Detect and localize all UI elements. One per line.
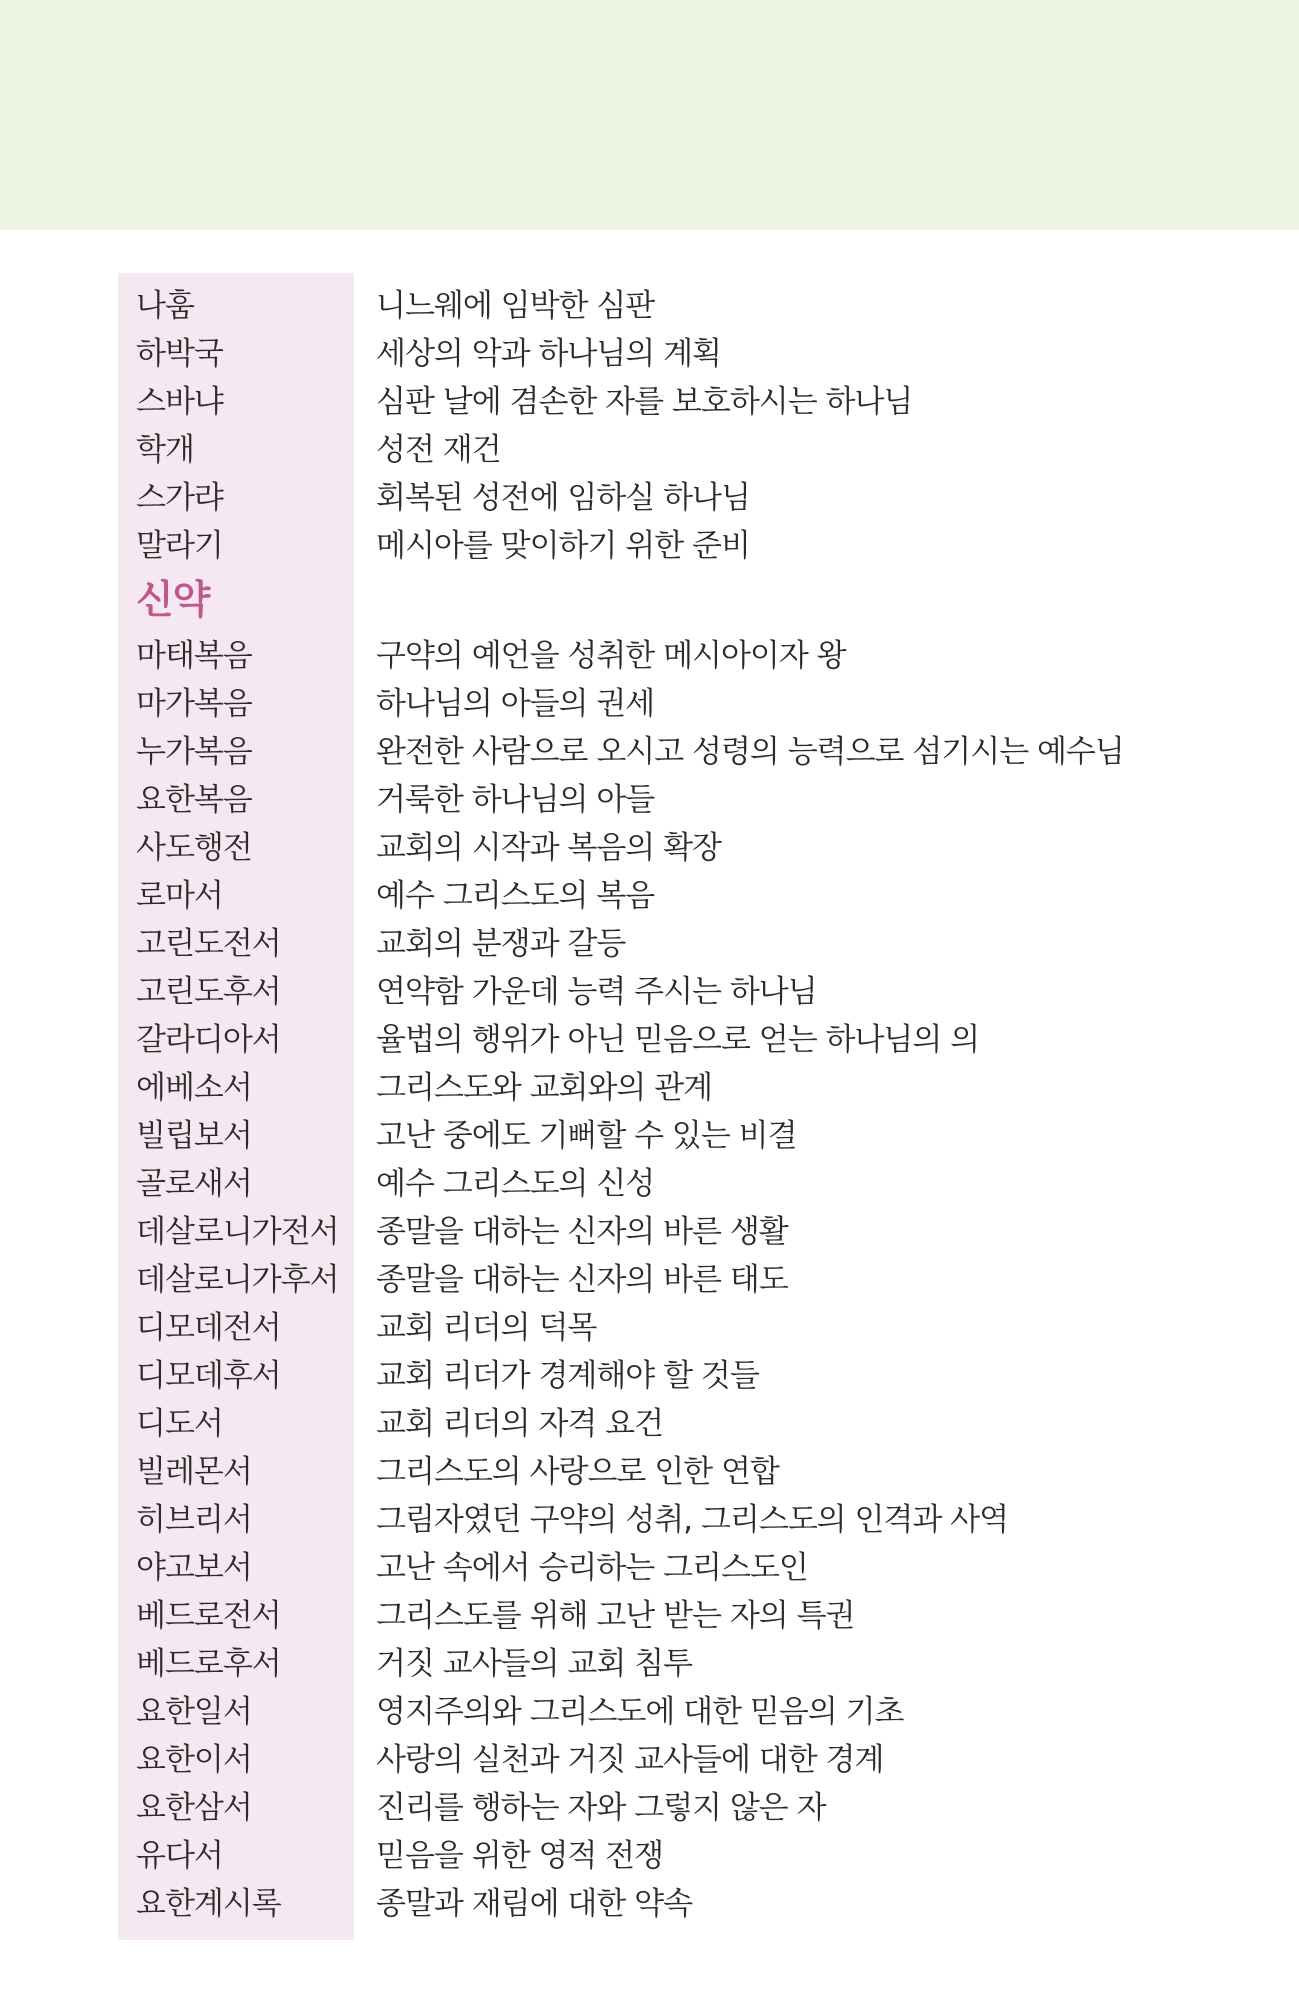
- table-row: [118, 1348, 1218, 1396]
- book-name: 말라기: [136, 527, 223, 564]
- book-summary: 완전한 사람으로 오시고 성령의 능력으로 섬기시는 예수님: [376, 733, 1124, 770]
- table-row: [118, 1156, 1218, 1204]
- book-summary: 예수 그리스도의 복음: [376, 877, 655, 914]
- table-row: [118, 820, 1218, 868]
- table-row: [118, 1876, 1218, 1924]
- book-summary: 세상의 악과 하나님의 계획: [376, 335, 721, 372]
- table-row: [118, 1588, 1218, 1636]
- book-name: 사도행전: [136, 829, 252, 866]
- table-row: [118, 1780, 1218, 1828]
- table-row: [118, 374, 1218, 422]
- book-summary: 종말을 대하는 신자의 바른 생활: [376, 1213, 788, 1250]
- book-name: 요한계시록: [136, 1885, 281, 1922]
- book-summary: 고난 속에서 승리하는 그리스도인: [376, 1549, 808, 1586]
- book-summary: 사랑의 실천과 거짓 교사들에 대한 경계: [376, 1741, 884, 1778]
- book-name: 로마서: [136, 877, 223, 914]
- book-name: 데살로니가전서: [136, 1213, 339, 1250]
- book-name: 나훔: [136, 287, 194, 324]
- book-summary: 교회 리더의 자격 요건: [376, 1405, 664, 1442]
- book-summary: 니느웨에 임박한 심판: [376, 287, 655, 324]
- book-summary: 메시아를 맞이하기 위한 준비: [376, 527, 750, 564]
- table-row: [118, 628, 1218, 676]
- book-name: 마가복음: [136, 685, 252, 722]
- book-name: 학개: [136, 431, 194, 468]
- book-summary: 율법의 행위가 아닌 믿음으로 얻는 하나님의 의: [376, 1021, 980, 1058]
- table-row: [118, 1108, 1218, 1156]
- book-summary: 고난 중에도 기뻐할 수 있는 비결: [376, 1117, 797, 1154]
- book-summary: 종말을 대하는 신자의 바른 태도: [376, 1261, 788, 1298]
- table-row: [118, 1252, 1218, 1300]
- table-row: [118, 1396, 1218, 1444]
- book-summary: 진리를 행하는 자와 그렇지 않은 자: [376, 1789, 826, 1826]
- book-name: 고린도전서: [136, 925, 281, 962]
- table-row: [118, 868, 1218, 916]
- book-name: 디모데후서: [136, 1357, 281, 1394]
- table-row: [118, 422, 1218, 470]
- table-row: [118, 518, 1218, 566]
- book-name: 유다서: [136, 1837, 223, 1874]
- table-row: [118, 724, 1218, 772]
- book-summary: 예수 그리스도의 신성: [376, 1165, 655, 1202]
- book-name: 베드로후서: [136, 1645, 281, 1682]
- book-name: 에베소서: [136, 1069, 252, 1106]
- table-row: [118, 1204, 1218, 1252]
- book-name: 베드로전서: [136, 1597, 281, 1634]
- book-name: 골로새서: [136, 1165, 252, 1202]
- book-name: 요한복음: [136, 781, 252, 818]
- book-summary: 그림자였던 구약의 성취, 그리스도의 인격과 사역: [376, 1501, 1009, 1538]
- book-name: 스바냐: [136, 383, 223, 420]
- book-name: 디모데전서: [136, 1309, 281, 1346]
- book-summary: 그리스도와 교회와의 관계: [376, 1069, 713, 1106]
- table-row: [118, 326, 1218, 374]
- table-row: [118, 278, 1218, 326]
- table-row: [118, 1012, 1218, 1060]
- table-row: [118, 1732, 1218, 1780]
- book-name: 갈라디아서: [136, 1021, 281, 1058]
- book-name: 요한일서: [136, 1693, 252, 1730]
- book-summary: 하나님의 아들의 권세: [376, 685, 655, 722]
- table-row: [118, 964, 1218, 1012]
- book-summary: 교회 리더가 경계해야 할 것들: [376, 1357, 759, 1394]
- bible-book-summary-table: [118, 278, 1218, 1924]
- table-row: [118, 676, 1218, 724]
- book-name: 하박국: [136, 335, 223, 372]
- book-name: 요한이서: [136, 1741, 252, 1778]
- section-heading-label: 신약: [136, 578, 210, 623]
- table-row: [118, 1828, 1218, 1876]
- book-summary: 거룩한 하나님의 아들: [376, 781, 655, 818]
- book-summary: 성전 재건: [376, 431, 501, 468]
- book-summary: 거짓 교사들의 교회 침투: [376, 1645, 693, 1682]
- book-summary: 연약함 가운데 능력 주시는 하나님: [376, 973, 817, 1010]
- table-row: [118, 1444, 1218, 1492]
- book-summary: 교회 리더의 덕목: [376, 1309, 597, 1346]
- book-name: 고린도후서: [136, 973, 281, 1010]
- book-name: 빌립보서: [136, 1117, 252, 1154]
- table-row: [118, 1492, 1218, 1540]
- table-row: [118, 1636, 1218, 1684]
- table-row: [118, 470, 1218, 518]
- book-name: 데살로니가후서: [136, 1261, 339, 1298]
- book-name: 마태복음: [136, 637, 252, 674]
- book-name: 요한삼서: [136, 1789, 252, 1826]
- book-summary: 종말과 재림에 대한 약속: [376, 1885, 693, 1922]
- book-name: 야고보서: [136, 1549, 252, 1586]
- book-summary: 구약의 예언을 성취한 메시아이자 왕: [376, 637, 846, 674]
- book-summary: 회복된 성전에 임하실 하나님: [376, 479, 750, 516]
- book-name: 스가랴: [136, 479, 223, 516]
- section-heading-new-testament: [118, 566, 1218, 628]
- book-summary: 교회의 분쟁과 갈등: [376, 925, 626, 962]
- table-row: [118, 916, 1218, 964]
- book-summary: 그리스도의 사랑으로 인한 연합: [376, 1453, 779, 1490]
- book-summary: 교회의 시작과 복음의 확장: [376, 829, 721, 866]
- table-row: [118, 772, 1218, 820]
- table-row: [118, 1540, 1218, 1588]
- table-row: [118, 1060, 1218, 1108]
- book-name: 히브리서: [136, 1501, 252, 1538]
- table-row: [118, 1300, 1218, 1348]
- table-row: [118, 1684, 1218, 1732]
- top-header-band: [0, 0, 1299, 230]
- book-summary: 영지주의와 그리스도에 대한 믿음의 기초: [376, 1693, 904, 1730]
- book-summary: 심판 날에 겸손한 자를 보호하시는 하나님: [376, 383, 913, 420]
- book-name: 빌레몬서: [136, 1453, 252, 1490]
- book-summary: 그리스도를 위해 고난 받는 자의 특권: [376, 1597, 855, 1634]
- book-name: 누가복음: [136, 733, 252, 770]
- book-summary: 믿음을 위한 영적 전쟁: [376, 1837, 664, 1874]
- book-name: 디도서: [136, 1405, 223, 1442]
